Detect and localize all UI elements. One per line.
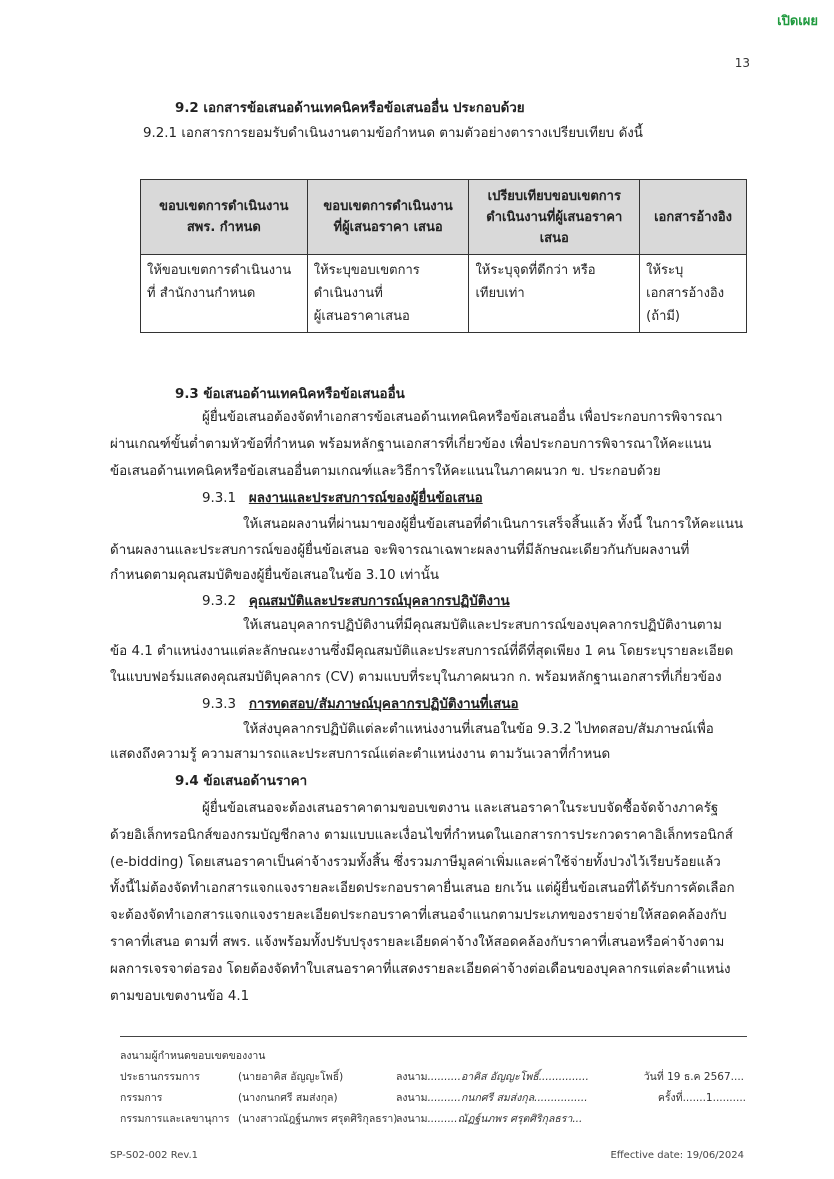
table-cell: ให้ระบุ เอกสารอ้างอิง (ถ้ามี) (640, 255, 747, 333)
section-9-3-line: ข้อเสนอด้านเทคนิคหรือข้อเสนออื่นตามเกณฑ์และวิธีการให้คะแนนในภาคผนวก ข. ประกอบด้วย (110, 464, 661, 479)
section-9-3-1-line: ด้านผลงานและประสบการณ์ของผู้ยื่นข้อเสนอ จะพิจารณาเฉพาะผลงานที่มีลักษณะเดียวกันกับผลงานที่ (110, 543, 690, 558)
section-9-3-3-line: ให้ส่งบุคลากรปฏิบัติแต่ละตำแหน่งงานที่เสนอในข้อ 9.3.2 ไปทดสอบ/สัมภาษณ์เพื่อ (243, 722, 714, 737)
document-code: SP-S02-002 Rev.1 (110, 1150, 199, 1161)
section-9-2-title: 9.2 เอกสารข้อเสนอด้านเทคนิคหรือข้อเสนออื่น ประกอบด้วย (175, 101, 525, 116)
section-9-3-1-line: กำหนดตามคุณสมบัติของผู้ยื่นข้อเสนอในข้อ 3.10 เท่านั้น (110, 568, 440, 583)
section-9-4-line: จะต้องจัดทำเอกสารแจกแจงรายละเอียดประกอบราคาที่เสนอจำแนกตามประเภทของรายจ่ายให้สอดคล้องกับ (110, 908, 727, 923)
table-header-cell: ขอบเขตการดำเนินงาน ที่ผู้เสนอราคา เสนอ (307, 180, 469, 255)
signer-role: ประธานกรรมการ (120, 1071, 200, 1083)
table-cell: ให้ระบุจุดที่ดีกว่า หรือ เทียบเท่า (469, 255, 640, 333)
section-9-4-line: ด้วยอิเล็กทรอนิกส์ของกรมบัญชีกลาง ตามแบบและเงื่อนไขที่กำหนดในเอกสารการประกวดราคาอิเล็กทรอนิกส์ (110, 828, 733, 843)
meeting-count: ครั้งที่.......1.......... (657, 1092, 746, 1104)
table-header-cell: ขอบเขตการดำเนินงาน สพร. กำหนด (141, 180, 308, 255)
section-9-4-line: ทั้งนี้ไม่ต้องจัดทำเอกสารแจกแจงรายละเอียดประกอบราคายื่นเสนอ ยกเว้น แต่ผู้ยื่นข้อเสนอที่ได้รับการคัดเลือก (110, 881, 735, 896)
section-9-4-line: ผู้ยื่นข้อเสนอจะต้องเสนอราคาตามขอบเขตงาน และเสนอราคาในระบบจัดซื้อจัดจ้างภาครัฐ (202, 801, 719, 816)
signature-line: ลงนาม.........ณัฏฐ์นภพร ศรุตศิริกุลธรา... (396, 1113, 583, 1125)
section-9-4-line: ผลการเจรจาต่อรอง โดยต้องจัดทำใบเสนอราคาที่แสดงรายละเอียดค่าจ้างต่อเดือนของบุคลากรแต่ละตำแหน่ง (110, 962, 731, 977)
section-9-3-2-line: ข้อ 4.1 ตำแหน่งงานแต่ละลักษณะงานซึ่งมีคุณสมบัติและประสบการณ์ที่ดีที่สุดเพียง 1 คน โดยระบุรายละเอียด (110, 644, 734, 659)
signature-divider (120, 1036, 747, 1037)
signature-line: ลงนาม..........อาคิส อัญญะโพธิ์............... (396, 1071, 589, 1083)
signature-heading: ลงนามผู้กำหนดขอบเขตของงาน (120, 1050, 266, 1062)
table-cell: ให้ขอบเขตการดำเนินงาน ที่ สำนักงานกำหนด (141, 255, 308, 333)
signer-role: กรรมการ (120, 1092, 163, 1104)
section-9-3-3-heading: 9.3.3 การทดสอบ/สัมภาษณ์บุคลากรปฏิบัติงานที่เสนอ (202, 697, 519, 712)
classification-badge: เปิดเผย (777, 14, 818, 29)
section-9-4-title: 9.4 ข้อเสนอด้านราคา (175, 774, 308, 789)
section-9-3-2-line: ในแบบฟอร์มแสดงคุณสมบัติบุคลากร (CV) ตามแบบที่ระบุในภาคผนวก ก. พร้อมหลักฐานเอกสารที่เกี่ยวข้อง (110, 670, 722, 685)
signer-name: (นางสาวณัฎฐ์นภพร ศรุตศิริกุลธรา) (238, 1113, 398, 1125)
effective-date: Effective date: 19/06/2024 (610, 1150, 744, 1161)
section-9-4-line: ราคาที่เสนอ ตามที่ สพร. แจ้งพร้อมทั้งปรับปรุงรายละเอียดค่าจ้างให้สอดคล้องกับราคาที่เสนอหรือค่าจ้างตาม (110, 935, 725, 950)
table-header-cell: เปรียบเทียบขอบเขตการ ดำเนินงานที่ผู้เสนอราคา เสนอ (469, 180, 640, 255)
section-9-3-line: ผ่านเกณฑ์ขั้นต่ำตามหัวข้อที่กำหนด พร้อมหลักฐานเอกสารที่เกี่ยวข้อง เพื่อประกอบการพิจารณาให้คะแนน (110, 437, 712, 452)
signer-role: กรรมการและเลขานุการ (120, 1113, 230, 1125)
signature-line: ลงนาม..........กนกศรี สมส่งกุล................ (396, 1092, 588, 1104)
section-9-3-2-heading: 9.3.2 คุณสมบัติและประสบการณ์บุคลากรปฏิบัติงาน (202, 594, 510, 609)
table-cell: ให้ระบุขอบเขตการ ดำเนินงานที่ ผู้เสนอราคาเสนอ (307, 255, 469, 333)
section-9-4-line: ตามขอบเขตงานข้อ 4.1 (110, 989, 250, 1004)
table-row (141, 255, 747, 333)
comparison-table (140, 179, 747, 333)
section-9-3-1-heading: 9.3.1 ผลงานและประสบการณ์ของผู้ยื่นข้อเสนอ (202, 491, 483, 506)
signer-name: (นางกนกศรี สมส่งกุล) (238, 1092, 338, 1104)
section-9-3-2-line: ให้เสนอบุคลากรปฏิบัติงานที่มีคุณสมบัติและประสบการณ์ของบุคลากรปฏิบัติงานตาม (243, 618, 722, 633)
signer-name: (นายอาคิส อัญญะโพธิ์) (238, 1071, 344, 1083)
section-9-2-1-text: 9.2.1 เอกสารการยอมรับดำเนินงานตามข้อกำหนด ตามตัวอย่างตารางเปรียบเทียบ ดังนี้ (143, 126, 643, 141)
section-9-4-line: (e-bidding) โดยเสนอราคาเป็นค่าจ้างรวมทั้งสิ้น ซึ่งรวมภาษีมูลค่าเพิ่มและค่าใช้จ่ายทั้งปวงไว้เรียบร้อยแล้ว (110, 855, 721, 870)
section-9-3-line: ผู้ยื่นข้อเสนอต้องจัดทำเอกสารข้อเสนอด้านเทคนิคหรือข้อเสนออื่น เพื่อประกอบการพิจารณา (202, 410, 723, 425)
table-header-cell: เอกสารอ้างอิง (640, 180, 747, 255)
table-header-row (141, 180, 747, 255)
section-9-3-title: 9.3 ข้อเสนอด้านเทคนิคหรือข้อเสนออื่น (175, 387, 405, 402)
section-9-3-1-line: ให้เสนอผลงานที่ผ่านมาของผู้ยื่นข้อเสนอที่ดำเนินการเสร็จสิ้นแล้ว ทั้งนี้ ในการให้คะแนน (243, 517, 744, 532)
signature-date: วันที่ 19 ธ.ค 2567.... (643, 1071, 744, 1083)
page-number: 13 (734, 56, 750, 70)
section-9-3-3-line: แสดงถึงความรู้ ความสามารถและประสบการณ์แต่ละตำแหน่งงาน ตามวันเวลาที่กำหนด (110, 747, 611, 762)
